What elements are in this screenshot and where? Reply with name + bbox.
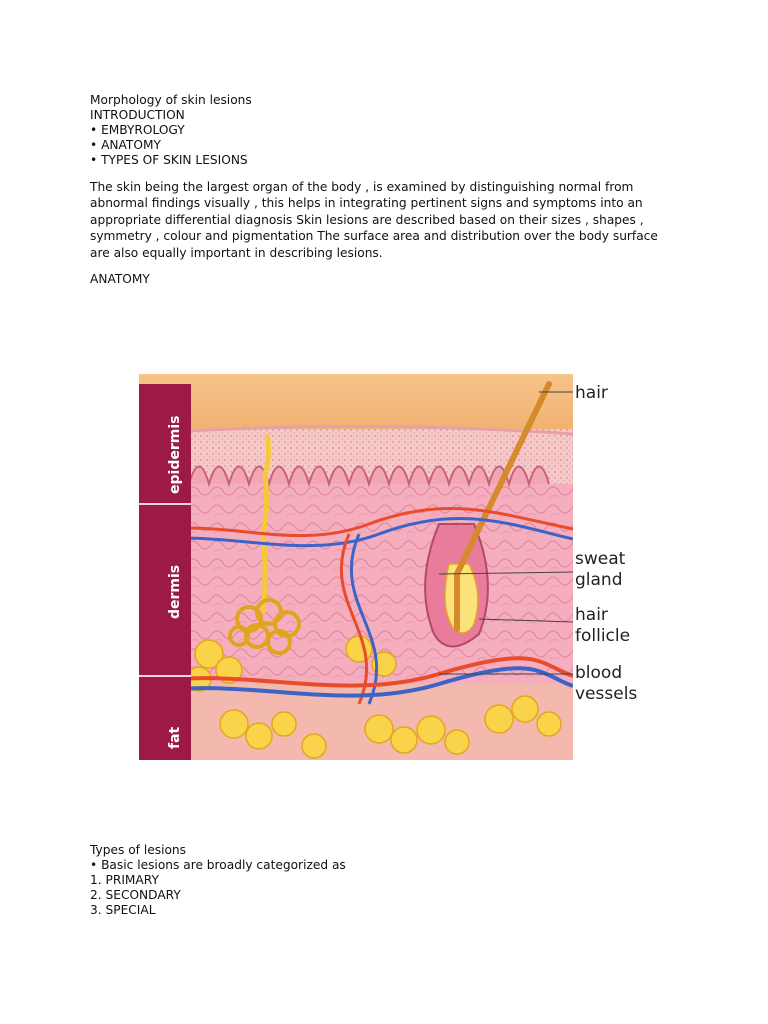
skin-anatomy-figure bbox=[139, 374, 659, 760]
toc-item-anatomy: • ANATOMY bbox=[90, 138, 161, 152]
intro-paragraph bbox=[90, 179, 700, 261]
epidermis-label: epidermis bbox=[167, 415, 183, 494]
types-heading: Types of lesions bbox=[90, 843, 186, 857]
blood-vessels-label-line2: vessels bbox=[575, 684, 638, 704]
sweat-gland-label-line1: sweat bbox=[575, 549, 626, 569]
paragraph-line: abnormal findings visually , this helps in integrating pertinent signs and symptoms into an bbox=[90, 196, 643, 211]
paragraph-line: appropriate differential diagnosis Skin lesions are described based on their sizes , shapes , bbox=[90, 212, 644, 227]
hair-follicle-label-line2: follicle bbox=[575, 626, 631, 646]
blood-vessels-label-line1: blood bbox=[575, 663, 623, 683]
types-bullet: • Basic lesions are broadly categorized as bbox=[90, 858, 346, 872]
hair-follicle-label-line1: hair bbox=[575, 605, 608, 625]
dermis-label: dermis bbox=[167, 564, 183, 619]
paragraph-line: symmetry , colour and pigmentation The surface area and distribution over the body surface bbox=[90, 229, 658, 244]
types-item-special: 3. SPECIAL bbox=[90, 903, 156, 917]
types-item-secondary: 2. SECONDARY bbox=[90, 888, 181, 902]
fat-label: fat bbox=[167, 726, 183, 749]
paragraph-line: are also equally important in describing lesions. bbox=[90, 245, 383, 260]
hair-label: hair bbox=[575, 383, 608, 403]
paragraph-line: The skin being the largest organ of the body , is examined by distinguishing normal from bbox=[90, 180, 634, 194]
types-item-primary: 1. PRIMARY bbox=[90, 873, 159, 887]
intro-heading: INTRODUCTION bbox=[90, 108, 185, 122]
toc-item-types: • TYPES OF SKIN LESIONS bbox=[90, 153, 248, 167]
document-title: Morphology of skin lesions bbox=[90, 93, 252, 107]
toc-item-embryology: • EMBYROLOGY bbox=[90, 123, 185, 137]
sweat-gland-label-line2: gland bbox=[575, 570, 623, 590]
anatomy-heading: ANATOMY bbox=[90, 272, 150, 286]
layer-band bbox=[139, 384, 191, 760]
